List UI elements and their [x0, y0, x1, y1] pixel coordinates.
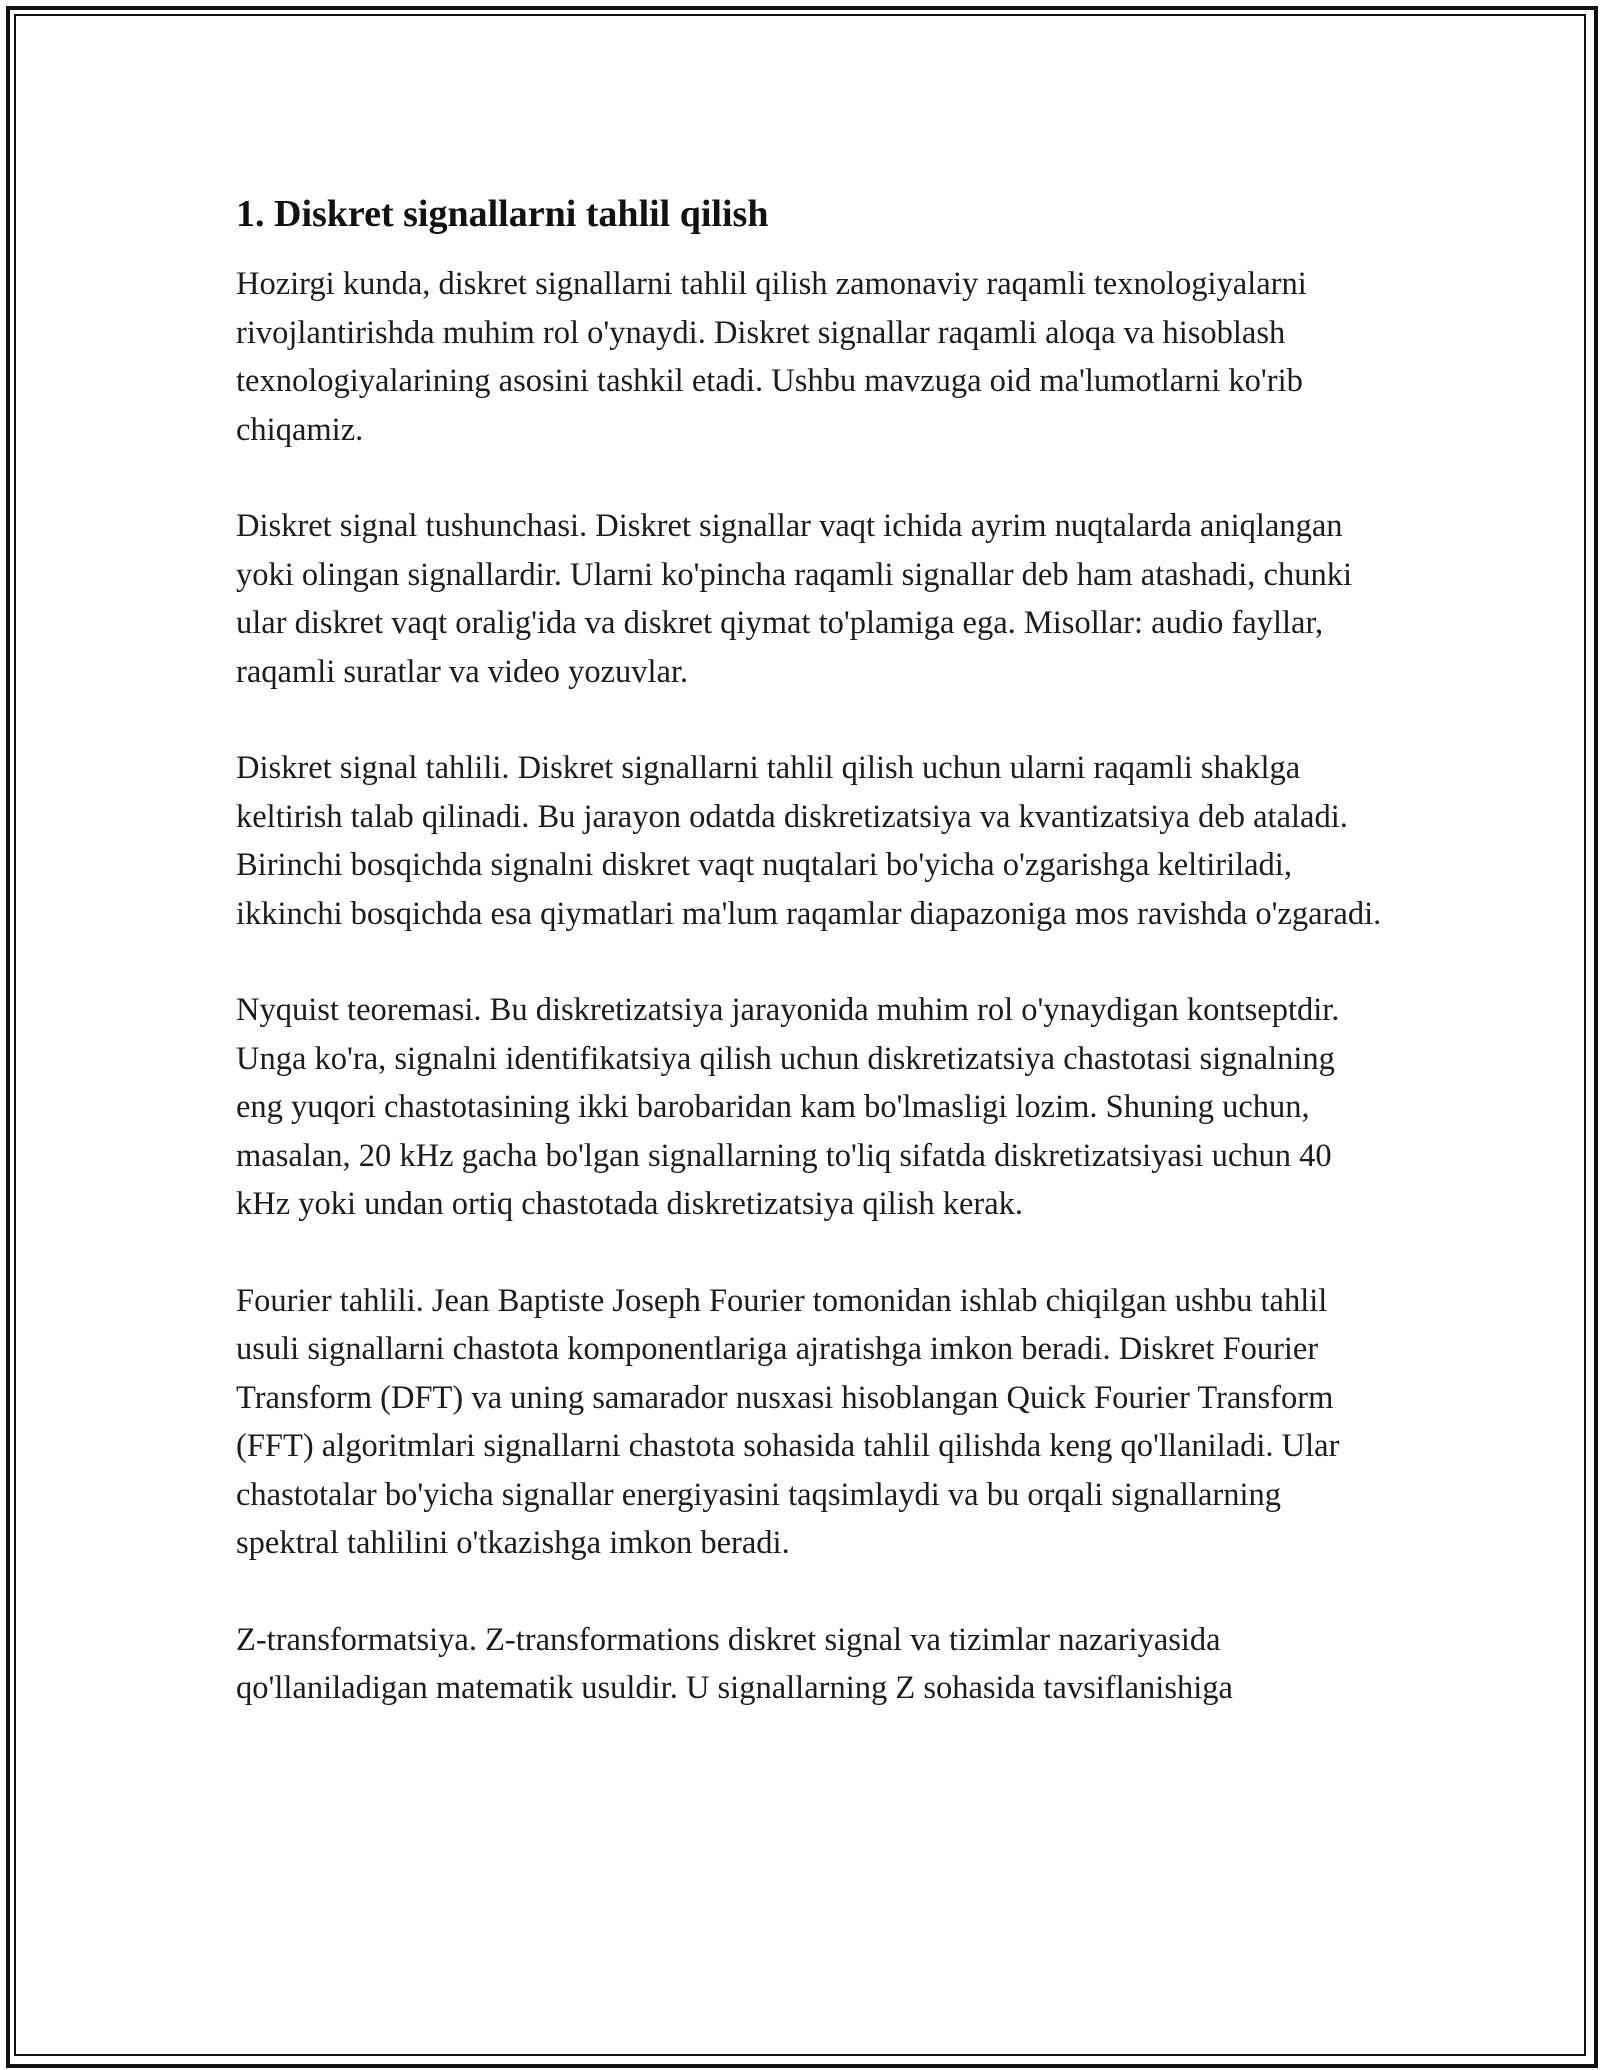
paragraph-fourier-analysis: Fourier tahlili. Jean Baptiste Joseph Fourier tomonidan ishlab chiqilgan ushbu tahlil usuli signallarni chastota komponentlariga ajratishga imkon beradi. Diskret Fourier Transform (DFT) va uning samarador nusxasi hisoblangan Quick Fourier Transform (FFT) algoritmlari signallarni chastota sohasida tahlil qilishda keng qo'llaniladi. Ular chastotalar bo'yicha signallar energiyasini taqsimlaydi va bu orqali signallarning spektral tahlilini o'tkazishga imkon beradi.: [236, 1282, 1340, 1561]
section-title: 1. Diskret signallarni tahlil qilish: [236, 193, 769, 235]
document-body: [236, 190, 1386, 1761]
paragraph-intro: Hozirgi kunda, diskret signallarni tahlil qilish zamonaviy raqamli texnologiyalarni rivojlantirishda muhim rol o'ynaydi. Diskret signallar raqamli aloqa va hisoblash texnologiyalarining asosini tashkil etadi. Ushbu mavzuga oid ma'lumotlarni ko'rib chiqamiz.: [236, 266, 1307, 448]
paragraph-discrete-signal-analysis: Diskret signal tahlili. Diskret signallarni tahlil qilish uchun ularni raqamli shaklga keltirish talab qilinadi. Bu jarayon odatda diskretizatsiya va kvantizatsiya deb ataladi. Birinchi bosqichda signalni diskret vaqt nuqtalari bo'yicha o'zgarishga keltiriladi, ikkinchi bosqichda esa qiymatlari ma'lum raqamlar diapazoniga mos ravishda o'zgaradi.: [236, 750, 1382, 932]
paragraph-nyquist-theorem: Nyquist teoremasi. Bu diskretizatsiya jarayonida muhim rol o'ynaydigan kontseptdir. Unga ko'ra, signalni identifikatsiya qilish uchun diskretizatsiya chastotasi signalning eng yuqori chastotasining ikki barobaridan kam bo'lmasligi lozim. Shuning uchun, masalan, 20 kHz gacha bo'lgan signallarning to'liq sifatda diskretizatsiyasi uchun 40 kHz yoki undan ortiq chastotada diskretizatsiya qilish kerak.: [236, 992, 1340, 1222]
paragraph-discrete-signal-concept: Diskret signal tushunchasi. Diskret signallar vaqt ichida ayrim nuqtalarda aniqlangan yoki olingan signallardir. Ularni ko'pincha raqamli signallar deb ham atashadi, chunki ular diskret vaqt oralig'ida va diskret qiymat to'plamiga ega. Misollar: audio fayllar, raqamli suratlar va video yozuvlar.: [236, 508, 1352, 690]
paragraph-z-transform: Z-transformatsiya. Z-transformations diskret signal va tizimlar nazariyasida qo'llaniladigan matematik usuldir. U signallarning Z sohasida tavsiflanishiga: [236, 1621, 1233, 1706]
